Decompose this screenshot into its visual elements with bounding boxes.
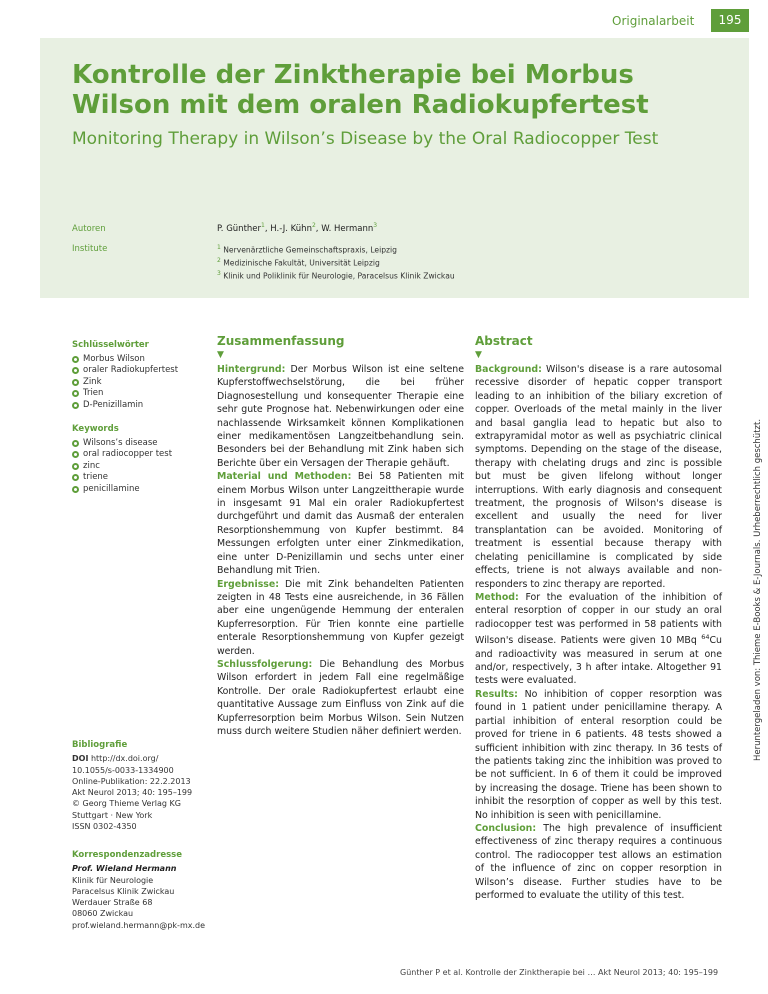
article-title: Kontrolle der Zinktherapie bei Morbus Wilson mit dem oralen Radiokupfertest [72, 60, 649, 120]
page-footer: Günther P et al. Kontrolle der Zinktherapie bei … Akt Neurol 2013; 40: 195–199 [400, 968, 719, 977]
online-publication: Online-Publikation: 22.2.2013 [72, 776, 191, 786]
para-label: Schlussfolgerung: [217, 658, 313, 670]
keyword-text: oraler Radiokupfertest [83, 365, 179, 375]
bullet-icon [72, 367, 79, 374]
para-text: Bei 58 Patienten mit einem Morbus Wilson unter Langzeittherapie wurde in insgesamt 91 Mal ein oraler Radiokupfertest durchgeführt und damit das Ausmaß der enteralen Resorptionshemmung von Kupfer bestimmt. 84 Messungen erfolgten unter einer Zinkmedikation, eine unter D-Penizillamin und sechs unter einer Behandlung mit Trien. [217, 471, 464, 577]
para-text: Die Behandlung des Morbus Wilson erfordert in jedem Fall eine regelmäßige Kontrolle. Der orale Radiokupfertest erlaubt eine quantitative Aussage zum Einfluss von Zink auf die Kupferresorption beim Morbus Wilson. Sein Nutzen muss durch weitere Studien näher definiert werden. [217, 658, 464, 737]
para-label: Results: [475, 688, 518, 700]
author-affil: 2 [311, 222, 316, 229]
para-text: Die mit Zink behandelten Patienten zeigten in 48 Tests eine ausreichende, in 36 Fällen aber eine ungenügende Hemmung der enteralen Kupferresorption. Für Trien konnte eine partielle enterale Resorptionshemmung von Kupfer gezeigt werden. [217, 578, 464, 657]
para-text: Cu and radioactivity was measured in serum at one and/or, respectively, 3 h after intake. Altogether 91 tests were evaluated. [475, 635, 722, 687]
author-name: W. Hermann [321, 223, 374, 234]
correspondence-heading: Korrespondenzadresse [72, 850, 182, 860]
keyword-text: D-Penizillamin [83, 399, 144, 410]
keyword-text: zinc [83, 460, 100, 471]
para-label: Ergebnisse: [217, 578, 279, 590]
keyword-item [72, 365, 212, 377]
keyword-item [72, 484, 212, 496]
bullet-icon [72, 463, 79, 470]
bullet-icon [72, 451, 79, 458]
triangle-icon: ▼ [475, 350, 482, 360]
abstract-heading: Abstract [475, 334, 533, 348]
doi-value: 10.1055/s-0033-1334900 [72, 765, 174, 775]
article-subtitle: Monitoring Therapy in Wilson’s Disease by the Oral Radiocopper Test [72, 129, 659, 149]
abstract-paragraph [217, 658, 464, 738]
keyword-item [72, 377, 212, 389]
keywords-en-heading: Keywords [72, 424, 119, 434]
keywords-en [72, 424, 212, 495]
keyword-item [72, 472, 212, 484]
para-text: For the evaluation of the inhibition of enteral resorption of copper in our study an oral radiocopper test was performed in 58 patients with Wilson's disease. Patients were given 10 MBq [475, 591, 723, 647]
para-text: No inhibition of copper resorption was found in 1 patient under penicillamine therapy. A partial inhibition of enteral resorption could be proved for triene in 6 patients. 48 tests showed a sufficient inhibition with zinc therapy. In 36 tests of the patients taking zinc the inhibition was proved to be not sufficient. In 6 of them it could be improved by increasing the dosage. Triene has been shown to inhibit the resorption of copper as well by this test. No inhibition is seen with penicillamine. [475, 688, 723, 821]
institute-name: Klinik und Poliklinik für Neurologie, Paracelsus Klinik Zwickau [223, 271, 455, 281]
corr-line: Paracelsus Klinik Zwickau [72, 886, 175, 896]
institute-name: Medizinische Fakultät, Universität Leipzig [223, 258, 380, 268]
corr-line: Klinik für Neurologie [72, 875, 154, 885]
author-name: H.-J. Kühn [270, 223, 312, 234]
abstract-paragraph [475, 591, 722, 688]
triangle-icon: ▼ [217, 350, 224, 360]
keyword-item [72, 354, 212, 366]
authors-line: P. Günther$^1$, H.-J. Kühn$^2$, W. Hermann$^3$ [217, 222, 378, 234]
para-label: Method: [475, 591, 519, 603]
journal-ref: Akt Neurol 2013; 40: 195–199 [72, 788, 193, 798]
institute-name: Nervenärztliche Gemeinschaftspraxis, Leipzig [223, 245, 397, 255]
isotope-mass: 64 [701, 633, 710, 642]
download-note [751, 310, 765, 870]
keyword-text: triene [83, 472, 109, 482]
keyword-text: penicillamine [83, 483, 140, 494]
keyword-text: Trien [83, 388, 104, 398]
keyword-text: Morbus Wilson [83, 353, 145, 364]
corr-line: 08060 Zwickau [72, 909, 134, 919]
abstract-paragraph [475, 688, 722, 822]
bullet-icon [72, 474, 79, 481]
keywords-de [72, 340, 212, 411]
bullet-icon [72, 440, 79, 447]
institutes-list [217, 243, 455, 282]
keyword-item [72, 438, 212, 450]
download-note-text: Heruntergeladen von: Thieme E-Books & E-Journals. Urheberrechtlich geschützt. [753, 418, 763, 762]
authors-label: Autoren [72, 224, 106, 234]
institute-number: 3 [217, 270, 221, 278]
publisher: © Georg Thieme Verlag KG [72, 799, 181, 809]
abstract-paragraph [217, 578, 464, 658]
abstract-column [475, 334, 722, 902]
para-text: The high prevalence of insufficient effectiveness of zinc therapy requires a continuous control. The radiocopper test allows an estimation of the influence of zinc on copper resorption in Wilson’s disease. Further studies have to be performed to evaluate the utility of this test. [475, 822, 723, 901]
publisher-city: Stuttgart · New York [72, 810, 153, 820]
page-number: 195 [711, 9, 749, 32]
section-label: Originalarbeit [612, 14, 695, 28]
correspondence [72, 850, 212, 931]
abstract-paragraph [475, 363, 722, 591]
keyword-item [72, 461, 212, 473]
bibliography-heading: Bibliografie [72, 740, 128, 750]
abstract-paragraph [217, 470, 464, 577]
zusammenfassung-column [217, 334, 464, 738]
keywords-de-heading: Schlüsselwörter [72, 340, 149, 350]
keyword-text: Wilsons’s disease [83, 437, 158, 448]
institute-number: 2 [217, 257, 221, 265]
bullet-icon [72, 402, 79, 409]
author-affil: 1 [261, 222, 265, 229]
para-text: Wilson's disease is a rare autosomal recessive disorder of hepatic copper transport leading to an inhibition of the biliary excretion of copper. Overloads of the metal mainly in the liver and basal ganglia lead to hepatic but also to extrapyramidal motor as well as psychiatric clinical symptoms. Depending on the stage of the disease, therapy with chelating drugs and zinc is possible but must be given lifelong without longer interruptions. With early diagnosis and consequent treatment, the prognosis of Wilson's disease is excellent and usually the need for liver transplantation can be avoided. Monitoring of treatment is essential because therapy with chelating penicillamine is complicated by side effects, triene is not always available and non-responders to zinc therapy are reported. [475, 364, 722, 590]
issn: ISSN 0302-4350 [72, 822, 137, 832]
keyword-item [72, 388, 212, 400]
para-label: Material und Methoden: [217, 471, 352, 483]
correspondence-name: Prof. Wieland Hermann [72, 864, 177, 874]
zusammenfassung-heading: Zusammenfassung [217, 334, 345, 348]
bullet-icon [72, 356, 79, 363]
keyword-item [72, 449, 212, 461]
para-label: Background: [475, 364, 542, 375]
author-name: P. Günther [217, 223, 262, 234]
para-label: Hintergrund: [217, 364, 286, 375]
bullet-icon [72, 486, 79, 493]
author-affil: 3 [373, 222, 378, 229]
abstract-paragraph [217, 363, 464, 470]
institutes-label: Institute [72, 244, 108, 254]
para-label: Conclusion: [475, 822, 537, 834]
doi-link[interactable]: http://dx.doi.org/ [90, 754, 159, 764]
abstract-paragraph [475, 822, 722, 902]
doi-label: DOI [72, 754, 89, 764]
keyword-text: Zink [83, 376, 102, 387]
bullet-icon [72, 379, 79, 386]
institute-number: 1 [217, 244, 221, 251]
keyword-item [72, 400, 212, 412]
corr-line: Werdauer Straße 68 [72, 898, 153, 908]
para-text: Der Morbus Wilson ist eine seltene Kupferstoffwechselstörung, die bei früher Diagnosestellung und konsequenter Therapie eine sehr gute Prognose hat. Nebenwirkungen oder eine nachlassende Wirksamkeit können Komplikationen einer medikamentösen Langzeitbehandlung sein. Besonders bei der Behandlung mit Zink haben sich Berichte über ein Versagen der Therapie gehäuft. [217, 364, 464, 469]
bibliography [72, 740, 212, 832]
corr-email[interactable]: prof.wieland.hermann@pk-mx.de [72, 920, 206, 930]
bullet-icon [72, 390, 79, 397]
keyword-text: oral radiocopper test [83, 449, 173, 459]
